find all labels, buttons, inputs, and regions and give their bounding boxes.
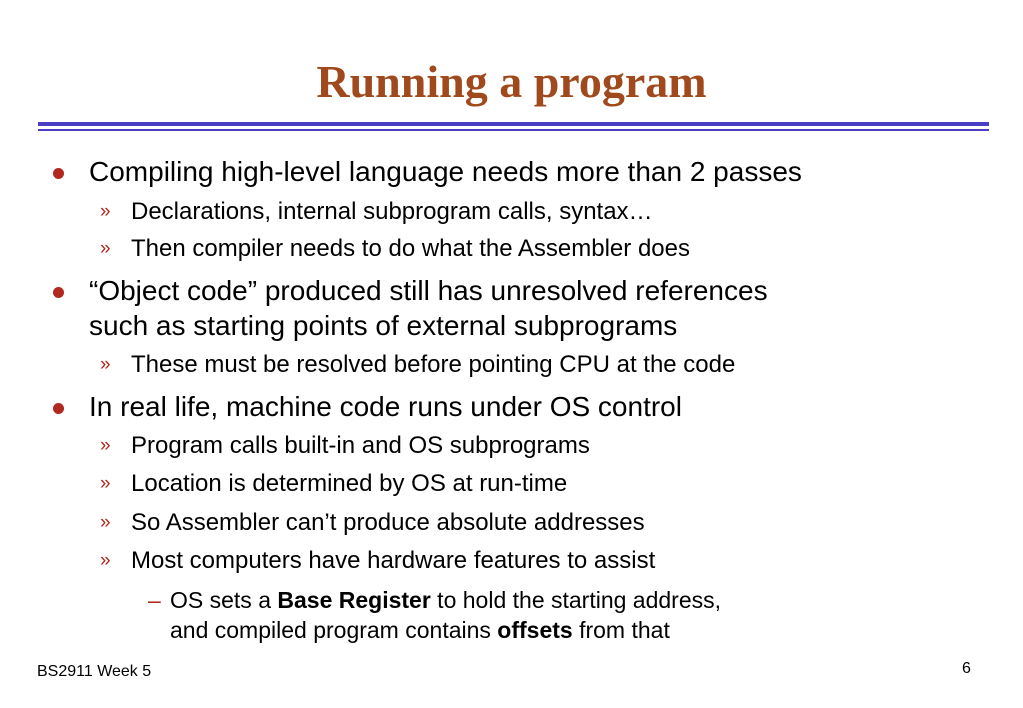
detail-text: OS sets a xyxy=(170,587,278,613)
base-register-line-2 xyxy=(170,616,670,645)
bullet-3-sub-3-text: So Assembler can’t produce absolute addresses xyxy=(131,509,645,536)
sub-bullet-marker-icon: » xyxy=(100,435,111,456)
bullet-2-line-2-text: such as starting points of external subprograms xyxy=(89,310,678,341)
bullet-1-text: Compiling high-level language needs more than 2 passes xyxy=(89,156,802,187)
offsets-term: offsets xyxy=(497,617,573,643)
base-register-term: Base Register xyxy=(277,587,431,613)
bullet-2-sub-1-text: These must be resolved before pointing CPU at the code xyxy=(131,351,736,378)
sub-bullet-marker-icon: » xyxy=(100,473,111,494)
bullet-1-sub-1-text: Declarations, internal subprogram calls, syntax… xyxy=(131,198,653,225)
slide-title: Running a program xyxy=(316,56,707,107)
bullet-3-text: In real life, machine code runs under OS control xyxy=(89,391,682,422)
detail-text: and compiled program contains xyxy=(170,617,498,643)
bullet-3-sub-4-text: Most computers have hardware features to assist xyxy=(131,547,656,574)
sub-bullet-marker-icon: » xyxy=(100,550,111,571)
bullet-dot-icon xyxy=(53,168,64,179)
sub-bullet-marker-icon: » xyxy=(100,354,111,375)
bullet-2-line-1-text: “Object code” produced still has unresolved references xyxy=(89,275,768,306)
sub-bullet-marker-icon: » xyxy=(100,238,111,259)
bullet-3-sub-1-text: Program calls built-in and OS subprograms xyxy=(131,432,590,459)
sub-bullet-marker-icon: » xyxy=(100,512,111,533)
dash-marker-icon: – xyxy=(148,587,161,613)
bullet-dot-icon xyxy=(53,287,64,298)
detail-text: to hold the starting address, xyxy=(430,587,722,613)
detail-text: from that xyxy=(572,617,670,643)
base-register-line-1 xyxy=(170,586,721,615)
bullet-3-sub-2-text: Location is determined by OS at run-time xyxy=(131,470,568,497)
page-number: 6 xyxy=(962,660,971,677)
sub-bullet-marker-icon: » xyxy=(100,201,111,222)
title-rule-thin xyxy=(38,129,989,131)
footer-course-label: BS2911 Week 5 xyxy=(37,663,152,680)
bullet-dot-icon xyxy=(53,403,64,414)
title-rule-thick xyxy=(38,122,989,126)
bullet-1-sub-2-text: Then compiler needs to do what the Assembler does xyxy=(131,235,690,262)
